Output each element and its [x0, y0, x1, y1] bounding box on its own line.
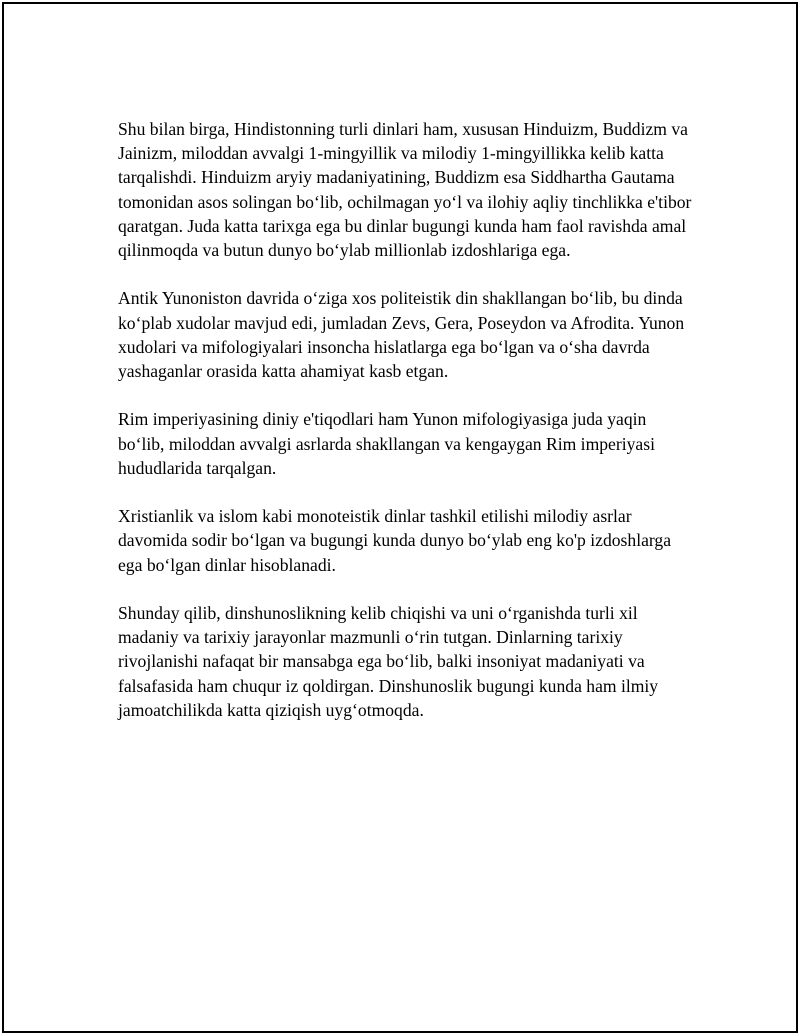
paragraph-monotheism: Xristianlik va islom kabi monoteistik dinlar tashkil etilishi milodiy asrlar davomida sodir boʻlgan va bugungi kunda dunyo boʻylab eng ko'p izdoshlarga ega boʻlgan dinlar hisoblanadi. [118, 506, 672, 575]
paragraph-roman-empire: Rim imperiyasining diniy e'tiqodlari ham Yunon mifologiyasiga juda yaqin boʻlib, miloddan avvalgi asrlarda shakllangan va kengaygan Rim imperiyasi hududlarida tarqalgan. [118, 409, 655, 478]
paragraph-conclusion: Shunday qilib, dinshunoslikning kelib chiqishi va uni oʻrganishda turli xil madaniy va tarixiy jarayonlar mazmunli oʻrin tutgan. Dinlarning tarixiy rivojlanishi nafaqat bir mansabga ega boʻlib, balki insoniyat madaniyati va falsafasida ham chuqur iz qoldirgan. Dinshunoslik bugungi kunda ham ilmiy jamoatchilikda katta qiziqish uygʻotmoqda. [118, 603, 659, 720]
paragraph-ancient-greece: Antik Yunoniston davrida oʻziga xos politeistik din shakllangan boʻlib, bu dinda koʻplab xudolar mavjud edi, jumladan Zevs, Gera, Poseydon va Afrodita. Yunon xudolari va mifologiyalari insoncha hislatlarga ega boʻlgan va oʻsha davrda yashaganlar orasida katta ahamiyat kasb etgan. [118, 288, 685, 382]
paragraph-hinduism-buddhism: Shu bilan birga, Hindistonning turli dinlari ham, xususan Hinduizm, Buddizm va Jainizm, miloddan avvalgi 1-mingyillik va milodiy 1-mingyillikka kelib katta tarqalishdi. Hinduizm aryiy madaniyatining, Buddizm esa Siddhartha Gautama tomonidan asos solingan boʻlib, ochilmagan yoʻl va ilohiy aqliy tinchlikka e'tibor qaratgan. Juda katta tarixga ega bu dinlar bugungi kunda ham faol ravishda amal qilinmoqda va butun dunyo boʻylab millionlab izdoshlariga ega. [118, 119, 692, 261]
document-body [118, 117, 693, 746]
